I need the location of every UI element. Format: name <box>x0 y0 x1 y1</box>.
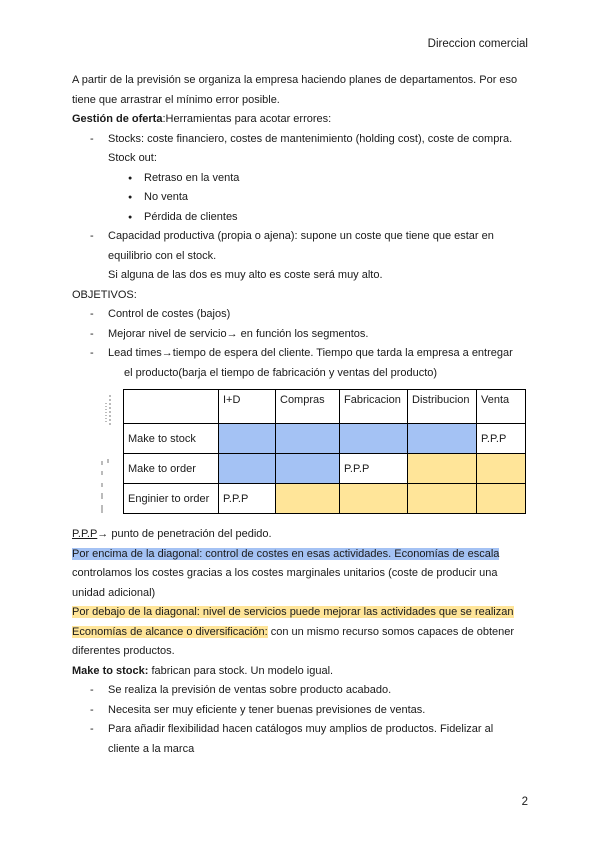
ppp-rest: → punto de penetración del pedido. <box>97 528 272 540</box>
gestion-bold: Gestión de oferta <box>72 113 163 125</box>
table-cell <box>340 424 408 454</box>
row-label: Make to stock <box>124 424 219 454</box>
row-label: Make to order <box>124 454 219 484</box>
gestion-rest: :Herramientas para acotar errores: <box>162 113 332 125</box>
table-header-cell: Compras <box>276 390 340 424</box>
table-cell <box>340 484 408 514</box>
document-body <box>72 71 532 759</box>
table-header-row <box>124 390 526 424</box>
ppp-definition <box>72 525 532 545</box>
table-cell <box>408 454 477 484</box>
table-header-cell: I+D <box>219 390 276 424</box>
list-item-lead-times: - Lead times→tiempo de espera del cliente. Tiempo que tarda la empresa a entregar <box>72 344 532 364</box>
list-item-flexibilidad: - Para añadir flexibilidad hacen catálogos muy amplios de productos. Fidelizar al <box>72 720 532 740</box>
stocks-line-2: Stock out: <box>108 152 157 164</box>
table-cell: P.P.P <box>477 424 526 454</box>
header-title: Direccion comercial <box>427 38 528 50</box>
table-cell <box>477 454 526 484</box>
page-number: 2 <box>521 796 528 808</box>
ppp-abbr: P.P.P <box>72 528 98 540</box>
table-cell <box>276 484 340 514</box>
mts-bold: Make to stock: <box>72 664 149 677</box>
table-cell <box>276 424 340 454</box>
table-row <box>124 454 526 484</box>
encima-line-3: unidad adicional) <box>72 586 156 599</box>
objetivos-heading: OBJETIVOS: <box>72 288 137 301</box>
table-header-cell: Fabricacion <box>340 390 408 424</box>
debajo-highlight-1: Por debajo de la diagonal: nivel de servicios puede mejorar las actividades que se realizan <box>72 606 514 618</box>
table-header-cell <box>124 390 219 424</box>
debajo-rest-2: con un mismo recurso somos capaces de obtener <box>267 625 515 638</box>
mts-rest: fabrican para stock. Un modelo igual. <box>148 664 334 677</box>
list-item: - Necesita ser muy eficiente y tener buenas previsiones de ventas. <box>72 701 532 721</box>
table-cell: P.P.P <box>219 484 276 514</box>
capacidad-line-2: equilibrio con el stock. <box>108 249 217 262</box>
table-cell <box>408 424 477 454</box>
list-item-stocks: - Stocks: coste financiero, costes de mantenimiento (holding cost), coste de compra. <box>72 130 532 150</box>
lead-times-line-2: el producto(barja el tiempo de fabricación y ventas del producto) <box>124 366 438 379</box>
debajo-line-1 <box>72 603 532 623</box>
table-row <box>124 484 526 514</box>
table-cell <box>219 424 276 454</box>
ppp-table <box>123 389 526 514</box>
diagonal-marks <box>94 389 114 517</box>
bullet-item: ● No venta <box>72 188 532 208</box>
capacidad-line-3: Si alguna de las dos es muy alto es coste será muy alto. <box>108 269 383 281</box>
flexibilidad-line-2: cliente a la marca <box>108 742 195 755</box>
make-to-stock-heading <box>72 662 532 682</box>
table-cell <box>276 454 340 484</box>
bullet-item: ● Pérdida de clientes <box>72 208 532 228</box>
list-item: - Se realiza la previsión de ventas sobre producto acabado. <box>72 681 532 701</box>
gestion-heading <box>72 110 532 130</box>
list-item-capacidad: - Capacidad productiva (propia o ajena): supone un coste que tiene que estar en <box>72 227 532 247</box>
debajo-line-3: diferentes productos. <box>72 645 175 657</box>
encima-line-1 <box>72 545 532 565</box>
encima-highlight: Por encima de la diagonal: control de costes en esas actividades. Economías de escala <box>72 547 500 560</box>
table-cell <box>477 484 526 514</box>
debajo-line-2 <box>72 623 532 643</box>
encima-line-2: controlamos los costes gracias a los costes marginales unitarios (coste de producir una <box>72 567 498 579</box>
intro-line-2: tiene que arrastrar el mínimo error posible. <box>72 93 280 106</box>
debajo-highlight-2: Economías de alcance o diversificación: <box>72 625 268 638</box>
table-header-cell: Venta <box>477 390 526 424</box>
table-wrap <box>72 389 532 517</box>
intro-line-1: A partir de la previsión se organiza la empresa haciendo planes de departamentos. Por eso <box>72 74 518 86</box>
table-cell <box>219 454 276 484</box>
row-label: Enginier to order <box>124 484 219 514</box>
list-item: - Control de costes (bajos) <box>72 305 532 325</box>
bullet-item: ● Retraso en la venta <box>72 169 532 189</box>
table-cell <box>408 484 477 514</box>
list-item: - Mejorar nivel de servicio→ en función los segmentos. <box>72 325 532 345</box>
table-row <box>124 424 526 454</box>
table-header-cell: Distribucion <box>408 390 477 424</box>
table-cell: P.P.P <box>340 454 408 484</box>
